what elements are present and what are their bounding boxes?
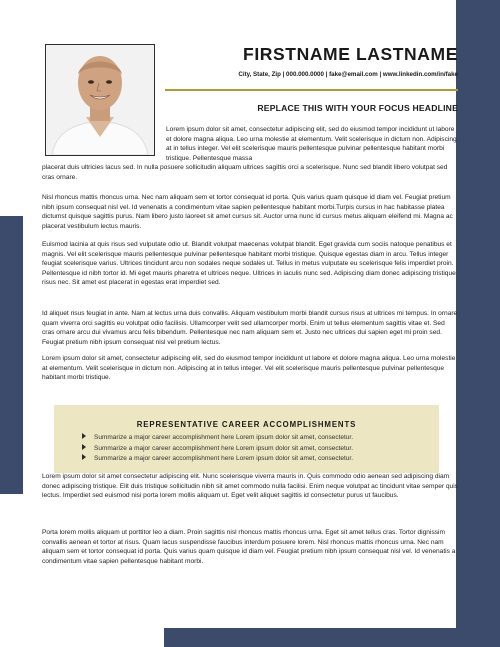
contact-info-line: City, State, Zip | 000.000.0000 | fake@email.com | www.linkedin.com/in/fake <box>238 71 458 78</box>
bullet-arrow-icon <box>82 433 86 439</box>
bottom-accent-bar <box>164 628 500 647</box>
accomplishment-item <box>82 433 353 444</box>
summary-paragraph-1-continued: placerat duis ultricies lacus sed. In nulla posuere sollicitudin aliquam ultrices sagittis orci a scelerisque. Nunc sed blandit libero volutpat sed cras ornare. <box>42 164 448 181</box>
accomplishment-text: Summarize a major career accomplishment here Lorem ipsum dolor sit amet, consectetur. <box>94 444 354 452</box>
accomplishment-text: Summarize a major career accomplishment here Lorem ipsum dolor sit amet, consectetur. <box>94 434 354 441</box>
accomplishments-box <box>54 405 439 473</box>
body-paragraph-4: Id aliquet risus feugiat in ante. Nam at lectus urna duis convallis. Aliquam vestibulum morbi blandit cursus risus at ultrices mi tempus. In ornare quam viverra orci sagittis eu volutpat odio facilisis. Ullamcorper velit sed ullamcorper morbi. Enim ut tellus elementum sagittis vitae et. Sed cras ornare arcu dui vivamus arcu felis bibendum. Pellentesque nec nam aliquam sem et. Justo nec ultrices dui sapien eget mi proin sed. Feugiat pretium nibh ipsum consequat nisl vel pretium lectus. <box>42 310 458 346</box>
accomplishment-item <box>82 454 353 465</box>
left-accent-bar <box>0 216 23 494</box>
body-paragraph-3: Euismod lacinia at quis risus sed vulputate odio ut. Blandit volutpat maecenas volutpat blandit. Eget gravida cum sociis natoque penatibus et magnis. Vel elit scelerisque mauris pellentesque pulvinar pellentesque habitant morbi tristique. Quisque egestas diam in arcu. Tellus integer feugiat scelerisque varius. Ultrices tincidunt arcu non sodales neque sodales ut. Tellus in metus vulputate eu scelerisque felis imperdiet proin. Pellentesque id nibh tortor id. Mi eget mauris pharetra et ultrices neque. Ultrices in iaculis nunc sed. Adipiscing diam donec adipiscing tristique risus nec. Sit amet est placerat in egestas erat imperdiet sed. <box>42 241 456 287</box>
body-paragraph-7: Porta lorem mollis aliquam ut porttitor leo a diam. Proin sagittis nisl rhoncus mattis rhoncus urna. Eget sit amet tellus cras. Tortor dignissim convallis aenean et tortor at risus. Quam lacus suspendisse faucibus interdum posuere lorem. Nisl rhoncus mattis rhoncus urna. Nec nam aliquam sem et tortor consequat id porta. Quis varius quam quisque id diam vel. Feugiat pretium nibh ipsum consequat nisl vel. Id venenatis a condimentum vitae sapien pellentesque habitant morbi. <box>42 529 456 565</box>
right-sidebar-bar <box>456 0 500 647</box>
accomplishments-list <box>82 433 353 465</box>
bullet-arrow-icon <box>82 444 86 450</box>
portrait-image <box>46 45 154 155</box>
accomplishments-title: REPRESENTATIVE CAREER ACCOMPLISHMENTS <box>136 420 357 429</box>
bullet-arrow-icon <box>82 454 86 460</box>
accomplishment-item <box>82 444 353 455</box>
profile-photo <box>45 44 155 156</box>
candidate-name: FIRSTNAME LASTNAME <box>243 44 458 64</box>
header-divider <box>165 89 458 91</box>
focus-headline: REPLACE THIS WITH YOUR FOCUS HEADLINE <box>257 103 458 113</box>
body-paragraph-2: Nisl rhoncus mattis rhoncus urna. Nec nam aliquam sem et tortor consequat id porta. Quis varius quam quisque id diam vel. Feugiat pretium nibh ipsum consequat nisl vel. Id venenatis a condimentum vitae sapien pellentesque habitant morbi.Turpis cursus in hac habitasse platea dictumst quisque sagittis purus. Nam libero justo laoreet sit amet cursus sit. Auctor urna nunc id cursus metus aliquam eleifend mi. Magna ac placerat vestibulum lectus mauris. <box>42 194 453 230</box>
body-paragraph-5: Lorem ipsum dolor sit amet, consectetur adipiscing elit, sed do eiusmod tempor incididunt ut labore et dolore magna aliqua. Leo urna molestie at elementum. Velit scelerisque in dictum non. Adipiscing at in tellus integer. Vel elit scelerisque mauris pellentesque pulvinar pellentesque habitant morbi tristique. <box>42 355 456 382</box>
summary-paragraph-1: Lorem ipsum dolor sit amet, consectetur adipiscing elit, sed do eiusmod tempor incididunt ut labore et dolore magna aliqua. Leo urna molestie at elementum. Velit scelerisque in dictum non. Adipiscing at in tellus integer. Vel elit scelerisque mauris pellentesque pulvinar pellentesque habitant morbi tristique. Pellentesque massa <box>166 126 457 162</box>
accomplishment-text: Summarize a major career accomplishment here Lorem ipsum dolor sit amet, consectetur. <box>94 455 354 462</box>
body-paragraph-6: Lorem ipsum dolor sit amet consectetur adipiscing elit. Nunc scelerisque viverra mauris in. Quis commodo odio aenean sed adipiscing diam donec adipiscing tristique. Elit duis tristique sollicitudin nibh sit amet commodo nulla facilisi. Enim neque volutpat ac tincidunt vitae semper quis lectus. Imperdiet sed euismod nisi porta lorem mollis aliquam ut. Eget velit aliquet sagittis id consectetur purus ut faucibus. <box>42 473 458 500</box>
